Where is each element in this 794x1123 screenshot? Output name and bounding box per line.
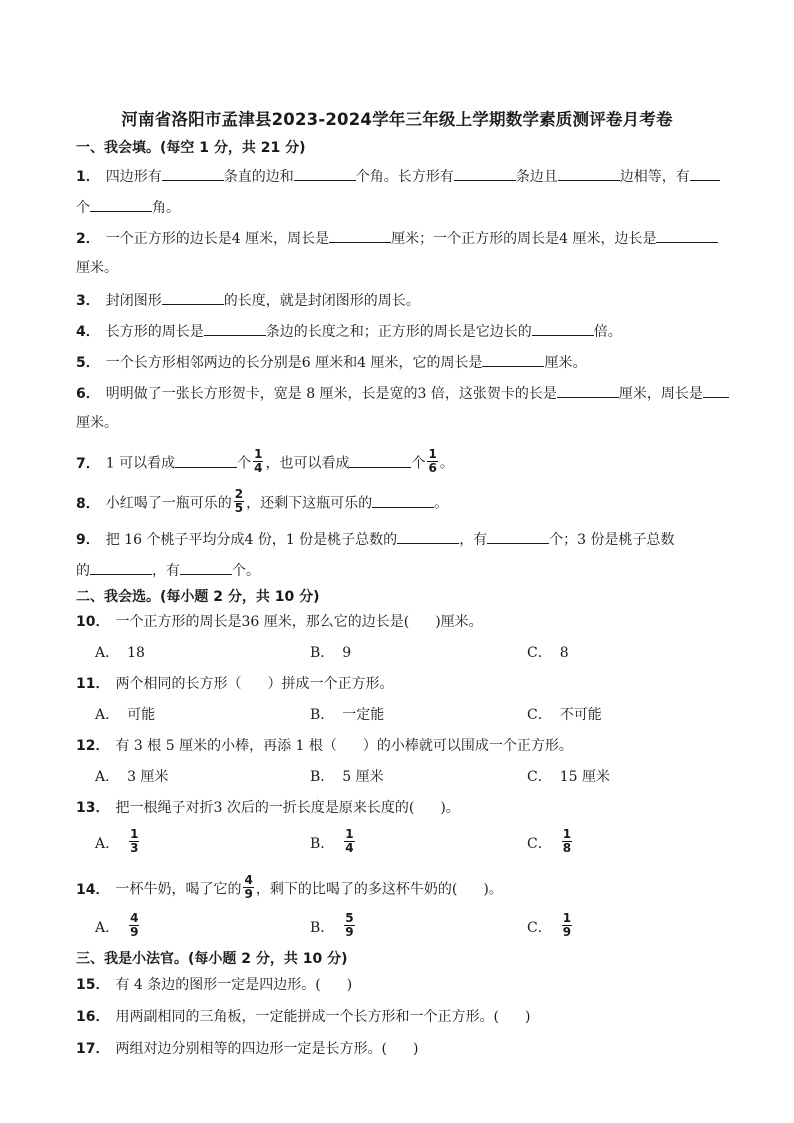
option-b[interactable]: B． 一定能 bbox=[310, 707, 385, 723]
question-text: ，有 bbox=[152, 563, 180, 579]
fraction: $\frac{2}{5}$ bbox=[234, 487, 244, 515]
option-c[interactable]: C． 15 厘米 bbox=[527, 769, 610, 785]
question-text: 倍。 bbox=[593, 324, 622, 340]
answer-blank[interactable] bbox=[690, 165, 720, 181]
page-title: 河南省洛阳市孟津县2023-2024学年三年级上学期数学素质测评卷月考卷 bbox=[121, 110, 673, 129]
fraction: $\frac{4}{9}$ bbox=[130, 911, 139, 939]
fraction: $\frac{1}{9}$ bbox=[562, 911, 572, 939]
question-text: 把 16 个桃子平均分成4 份，1 份是桃子总数的 bbox=[105, 532, 398, 548]
answer-blank[interactable] bbox=[656, 227, 718, 243]
question-number: 6． bbox=[76, 386, 100, 402]
question-text: 两组对边分别相等的四边形一定是长方形。( bbox=[115, 1041, 387, 1057]
question-text: 小红喝了一瓶可乐的 bbox=[105, 495, 232, 512]
question-number: 3． bbox=[76, 293, 100, 309]
question-16 bbox=[76, 1007, 530, 1027]
section-3-heading: 三、我是小法官。(每小题 2 分，共 10 分) bbox=[76, 951, 348, 967]
question-text: 条边的长度之和；正方形的周长是它边长的 bbox=[265, 324, 532, 340]
answer-blank[interactable] bbox=[532, 320, 594, 336]
question-14 bbox=[76, 873, 503, 903]
option-c[interactable]: C． $\frac{1}{9}$ bbox=[527, 911, 572, 939]
option-c[interactable]: C． 8 bbox=[527, 645, 569, 661]
question-9 bbox=[76, 528, 675, 550]
question-number: 13． bbox=[76, 800, 110, 816]
question-10 bbox=[76, 612, 483, 632]
answer-blank[interactable] bbox=[294, 165, 356, 181]
question-number: 1． bbox=[76, 169, 100, 185]
answer-blank[interactable] bbox=[90, 559, 152, 575]
option-c[interactable]: C． 不可能 bbox=[527, 707, 602, 723]
question-text: 一个长方形相邻两边的长分别是6 厘米和4 厘米，它的周长是 bbox=[105, 355, 483, 371]
question-text: 四边形有 bbox=[105, 169, 162, 185]
question-text: 厘米。 bbox=[76, 260, 118, 276]
question-text: )厘米。 bbox=[435, 614, 483, 630]
question-1-cont bbox=[76, 196, 180, 218]
question-text: 明明做了一张长方形贺卡，宽是 8 厘米，长是宽的3 倍，这张贺卡的长是 bbox=[105, 386, 557, 402]
question-number: 14． bbox=[76, 881, 110, 898]
fraction: $\frac{1}{6}$ bbox=[428, 447, 437, 475]
section-2-heading: 二、我会选。(每小题 2 分，共 10 分) bbox=[76, 589, 320, 605]
question-text: 厘米，周长是 bbox=[618, 386, 703, 402]
section-1-heading: 一、我会填。(每空 1 分，共 21 分) bbox=[76, 140, 306, 156]
question-9-cont bbox=[76, 559, 260, 581]
question-text: 个 bbox=[411, 455, 426, 472]
question-text: 条边且 bbox=[515, 169, 558, 185]
question-text: 个；3 份是桃子总数 bbox=[549, 532, 675, 548]
answer-blank[interactable] bbox=[204, 320, 266, 336]
question-2 bbox=[76, 227, 718, 249]
answer-blank[interactable] bbox=[557, 382, 619, 398]
question-text: ，剩下的比喝了的多这杯牛奶的( bbox=[255, 881, 458, 898]
answer-blank[interactable] bbox=[349, 452, 411, 468]
question-text: 用两副相同的三角板，一定能拼成一个长方形和一个正方形。( bbox=[115, 1009, 499, 1025]
question-text: )。 bbox=[440, 800, 460, 816]
answer-blank[interactable] bbox=[90, 196, 152, 212]
question-text: ) bbox=[412, 1041, 419, 1057]
question-number: 11． bbox=[76, 676, 110, 692]
question-8 bbox=[76, 487, 449, 517]
option-a[interactable]: A． 3 厘米 bbox=[95, 769, 169, 785]
question-text: 一个正方形的边长是4 厘米，周长是 bbox=[105, 231, 330, 247]
option-a[interactable]: A． $\frac{1}{3}$ bbox=[95, 827, 139, 855]
fraction: $\frac{4}{9}$ bbox=[244, 873, 253, 901]
question-text: 把一根绳子对折3 次后的一折长度是原来长度的( bbox=[115, 800, 415, 816]
option-b[interactable]: B． $\frac{1}{4}$ bbox=[310, 827, 354, 855]
answer-blank[interactable] bbox=[482, 351, 544, 367]
question-15 bbox=[76, 975, 352, 995]
question-3 bbox=[76, 289, 420, 311]
fraction: $\frac{1}{4}$ bbox=[345, 827, 354, 855]
question-12 bbox=[76, 736, 573, 756]
question-text: ）拼成一个正方形。 bbox=[267, 676, 394, 692]
answer-blank[interactable] bbox=[487, 528, 549, 544]
question-text: 的 bbox=[76, 563, 90, 579]
question-text: 角。 bbox=[152, 200, 180, 216]
question-text: 厘米。 bbox=[76, 415, 118, 431]
question-number: 7． bbox=[76, 455, 100, 472]
question-text: 个 bbox=[76, 200, 90, 216]
option-c[interactable]: C． $\frac{1}{8}$ bbox=[527, 827, 572, 855]
question-number: 5． bbox=[76, 355, 100, 371]
question-text: 的长度，就是封闭图形的周长。 bbox=[223, 293, 420, 309]
question-number: 17． bbox=[76, 1041, 110, 1057]
fraction: $\frac{1}{8}$ bbox=[562, 827, 572, 855]
option-b[interactable]: B． 9 bbox=[310, 645, 352, 661]
question-6 bbox=[76, 382, 729, 404]
answer-blank[interactable] bbox=[703, 382, 729, 398]
question-number: 9． bbox=[76, 532, 100, 548]
question-text: 边相等，有 bbox=[619, 169, 690, 185]
option-b[interactable]: B． $\frac{5}{9}$ bbox=[310, 911, 354, 939]
question-text: 厘米。 bbox=[544, 355, 587, 371]
question-5 bbox=[76, 351, 586, 373]
question-text: ，有 bbox=[459, 532, 488, 548]
question-2-cont bbox=[76, 258, 118, 278]
fraction: $\frac{1}{3}$ bbox=[130, 827, 139, 855]
option-a[interactable]: A． 可能 bbox=[95, 707, 156, 723]
answer-blank[interactable] bbox=[329, 227, 391, 243]
question-text: 。 bbox=[434, 495, 449, 512]
question-number: 15． bbox=[76, 977, 110, 993]
question-text: ）的小棒就可以围成一个正方形。 bbox=[362, 738, 573, 754]
question-text: 有 3 根 5 厘米的小棒，再添 1 根（ bbox=[115, 738, 337, 754]
question-text: 厘米；一个正方形的周长是4 厘米，边长是 bbox=[391, 231, 657, 247]
option-a[interactable]: A． $\frac{4}{9}$ bbox=[95, 911, 139, 939]
answer-blank[interactable] bbox=[372, 492, 434, 508]
question-text: 有 4 条边的图形一定是四边形。( bbox=[115, 977, 321, 993]
question-number: 8． bbox=[76, 495, 100, 512]
question-text: )。 bbox=[483, 881, 503, 898]
question-number: 4． bbox=[76, 324, 100, 340]
question-text: 一杯牛奶，喝了它的 bbox=[115, 881, 242, 898]
fraction: $\frac{5}{9}$ bbox=[345, 911, 354, 939]
fraction: $\frac{1}{4}$ bbox=[254, 447, 263, 475]
question-text: 长方形的周长是 bbox=[105, 324, 204, 340]
question-1 bbox=[76, 165, 720, 187]
question-text: 1 可以看成 bbox=[105, 455, 176, 472]
question-text: ，还剩下这瓶可乐的 bbox=[246, 495, 373, 512]
question-6-cont bbox=[76, 413, 118, 433]
answer-blank[interactable] bbox=[162, 165, 224, 181]
question-text: 条直的边和 bbox=[223, 169, 294, 185]
answer-blank[interactable] bbox=[454, 165, 516, 181]
answer-blank[interactable] bbox=[162, 289, 224, 305]
question-11 bbox=[76, 674, 393, 694]
question-number: 16． bbox=[76, 1009, 110, 1025]
question-text: ) bbox=[524, 1009, 531, 1025]
option-b[interactable]: B． 5 厘米 bbox=[310, 769, 384, 785]
option-a[interactable]: A． 18 bbox=[95, 645, 145, 661]
question-number: 12． bbox=[76, 738, 110, 754]
answer-blank[interactable] bbox=[558, 165, 620, 181]
question-text: 个角。长方形有 bbox=[355, 169, 454, 185]
question-text: ) bbox=[346, 977, 353, 993]
question-number: 2． bbox=[76, 231, 100, 247]
question-text: 。 bbox=[439, 455, 454, 472]
question-7 bbox=[76, 447, 454, 477]
question-4 bbox=[76, 320, 622, 342]
question-number: 10． bbox=[76, 614, 110, 630]
answer-blank[interactable] bbox=[397, 528, 459, 544]
question-text: 个。 bbox=[232, 563, 260, 579]
question-text: ，也可以看成 bbox=[265, 455, 350, 472]
question-13 bbox=[76, 798, 460, 818]
answer-blank[interactable] bbox=[180, 559, 232, 575]
question-text: 一个正方形的周长是36 厘米，那么它的边长是( bbox=[115, 614, 410, 630]
question-17 bbox=[76, 1039, 418, 1059]
answer-blank[interactable] bbox=[175, 452, 237, 468]
question-text: 封闭图形 bbox=[105, 293, 162, 309]
question-text: 个 bbox=[237, 455, 252, 472]
question-text: 两个相同的长方形（ bbox=[115, 676, 242, 692]
